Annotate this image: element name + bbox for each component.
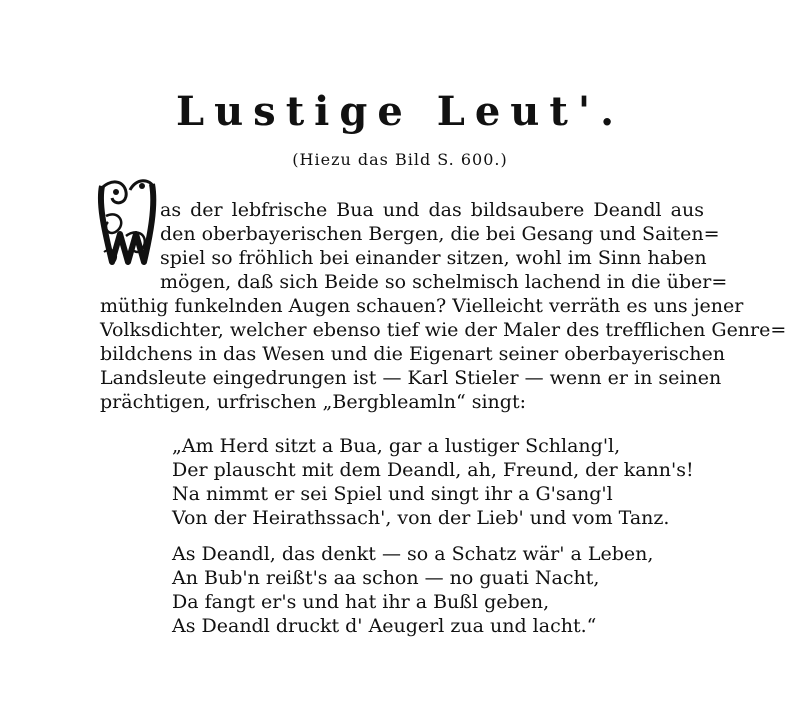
prose-line: Landsleute eingedrungen ist — Karl Stieler — wenn er in seinen bbox=[100, 367, 722, 389]
article-title: Lustige Leut'. bbox=[175, 88, 625, 135]
verse-line: Na nimmt er sei Spiel und singt ihr a G'sang'l bbox=[172, 483, 613, 505]
prose-line: as der lebfrische Bua und das bildsaubere Deandl aus bbox=[160, 199, 704, 221]
prose-line: den oberbayerischen Bergen, die bei Gesang und Saiten= bbox=[160, 223, 720, 245]
verse-line: As Deandl, das denkt — so a Schatz wär' a Leben, bbox=[172, 543, 654, 565]
ornamental-initial bbox=[96, 176, 158, 268]
verse-line: As Deandl druckt d' Aeugerl zua und lacht.“ bbox=[172, 615, 597, 637]
verse-line: Da fangt er's und hat ihr a Bußl geben, bbox=[172, 591, 550, 613]
verse-line: „Am Herd sitzt a Bua, gar a lustiger Schlang'l, bbox=[172, 435, 621, 457]
prose-line: bildchens in das Wesen und die Eigenart seiner oberbayerischen bbox=[100, 343, 725, 365]
prose-line: Volksdichter, welcher ebenso tief wie der Maler des trefflichen Genre= bbox=[100, 319, 787, 341]
verse-line: Von der Heirathssach', von der Lieb' und vom Tanz. bbox=[172, 507, 670, 529]
verse-line: Der plauscht mit dem Deandl, ah, Freund, der kann's! bbox=[172, 459, 694, 481]
verse-line: An Bub'n reißt's aa schon — no guati Nacht, bbox=[172, 567, 600, 589]
ornamental-initial-w-icon bbox=[96, 176, 158, 268]
prose-line: spiel so fröhlich bei einander sitzen, wohl im Sinn haben bbox=[160, 247, 707, 269]
prose-line: müthig funkelnden Augen schauen? Vielleicht verräth es uns jener bbox=[100, 295, 744, 317]
prose-line: prächtigen, urfrischen „Bergbleamln“ singt: bbox=[100, 391, 526, 413]
prose-line: mögen, daß sich Beide so schelmisch lachend in die über= bbox=[160, 271, 728, 293]
article-subtitle: (Hiezu das Bild S. 600.) bbox=[292, 150, 508, 169]
